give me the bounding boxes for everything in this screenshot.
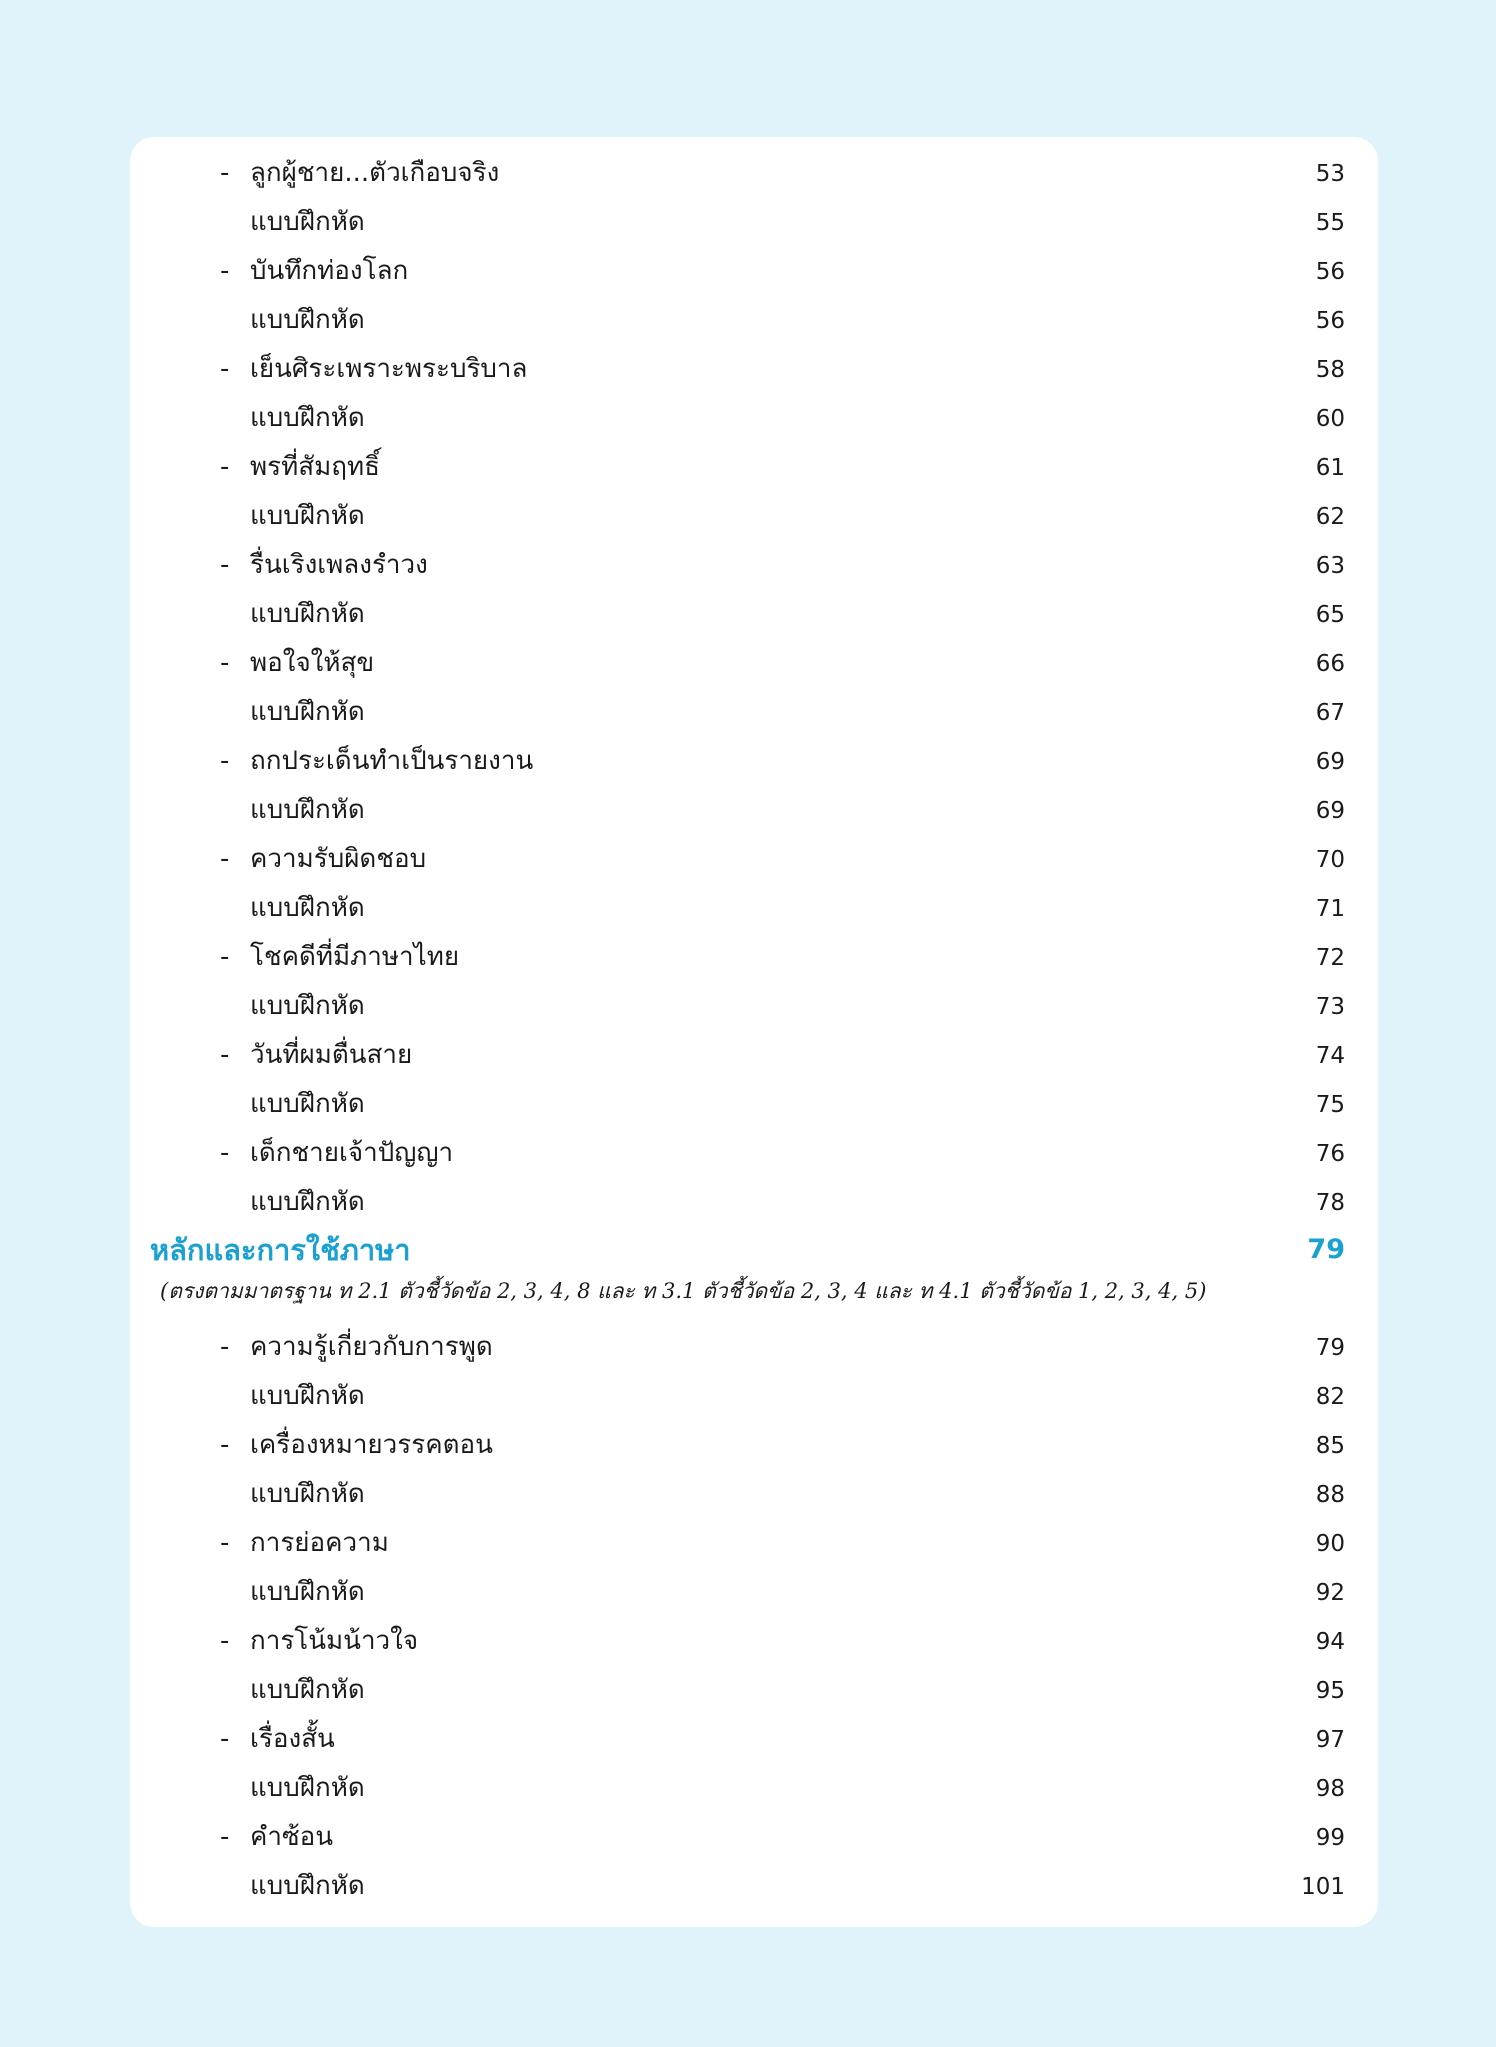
- entry-dash: -: [220, 550, 230, 580]
- entry-title: แบบฝึกหัด: [250, 795, 365, 825]
- section-title: หลักและการใช้ภาษา: [150, 1233, 411, 1267]
- entry-page-number: 99: [1315, 1825, 1345, 1851]
- toc-entry: [130, 200, 1378, 244]
- toc-entry: [130, 886, 1378, 930]
- toc-entry: [130, 249, 1378, 293]
- toc-entry: [130, 1717, 1378, 1761]
- entry-page-number: 82: [1315, 1384, 1345, 1410]
- entry-page-number: 65: [1315, 602, 1345, 628]
- entry-page-number: 94: [1315, 1629, 1345, 1655]
- entry-title: แบบฝึกหัด: [250, 207, 365, 237]
- entry-dash: -: [220, 1724, 230, 1754]
- entry-page-number: 55: [1315, 210, 1345, 236]
- entry-title: บันทึกท่องโลก: [250, 256, 409, 286]
- entry-page-number: 58: [1315, 357, 1345, 383]
- entry-title: แบบฝึกหัด: [250, 1381, 365, 1411]
- entry-title: แบบฝึกหัด: [250, 1479, 365, 1509]
- entry-title: รื่นเริงเพลงรำวง: [250, 550, 428, 580]
- entry-title: แบบฝึกหัด: [250, 403, 365, 433]
- entry-title: แบบฝึกหัด: [250, 893, 365, 923]
- entry-dash: -: [220, 354, 230, 384]
- toc-entry: [130, 1619, 1378, 1663]
- entry-title: เย็นศิระเพราะพระบริบาล: [250, 354, 528, 384]
- toc-entry: [130, 592, 1378, 636]
- toc-entry: [130, 1472, 1378, 1516]
- standards-note: (ตรงตามมาตรฐาน ท 2.1 ตัวชี้วัดข้อ 2, 3, 4, 8 และ ท 3.1 ตัวชี้วัดข้อ 2, 3, 4 และ ท 4.1 ตัวชี้วัดข้อ 1, 2, 3, 4, 5): [160, 1279, 1207, 1303]
- toc-entry: [130, 935, 1378, 979]
- entry-title: พรที่สัมฤทธิ์: [250, 452, 380, 482]
- entry-title: ความรู้เกี่ยวกับการพูด: [250, 1332, 493, 1362]
- toc-entry: [130, 690, 1378, 734]
- entry-title: การย่อความ: [250, 1528, 389, 1558]
- entry-page-number: 60: [1315, 406, 1345, 432]
- toc-entry: [130, 151, 1378, 195]
- entry-page-number: 53: [1315, 161, 1345, 187]
- entry-page-number: 78: [1315, 1190, 1345, 1216]
- entry-page-number: 97: [1315, 1727, 1345, 1753]
- entry-dash: -: [220, 1332, 230, 1362]
- entry-title: แบบฝึกหัด: [250, 305, 365, 335]
- toc-entry: [130, 1082, 1378, 1126]
- entry-page-number: 61: [1315, 455, 1345, 481]
- entry-page-number: 75: [1315, 1092, 1345, 1118]
- toc-entry: [130, 641, 1378, 685]
- section-page-number: 79: [1307, 1234, 1345, 1265]
- toc-entry: [130, 1521, 1378, 1565]
- entry-page-number: 98: [1315, 1776, 1345, 1802]
- toc-entry: [130, 494, 1378, 538]
- entry-title: แบบฝึกหัด: [250, 501, 365, 531]
- entry-page-number: 85: [1315, 1433, 1345, 1459]
- entry-dash: -: [220, 844, 230, 874]
- toc-entry: [130, 1033, 1378, 1077]
- entry-page-number: 69: [1315, 798, 1345, 824]
- entry-title: แบบฝึกหัด: [250, 599, 365, 629]
- entry-dash: -: [220, 648, 230, 678]
- entry-title: แบบฝึกหัด: [250, 991, 365, 1021]
- entry-dash: -: [220, 256, 230, 286]
- toc-entry: [130, 1180, 1378, 1224]
- entry-dash: -: [220, 942, 230, 972]
- entry-title: แบบฝึกหัด: [250, 1675, 365, 1705]
- entry-page-number: 56: [1315, 308, 1345, 334]
- entry-title: แบบฝึกหัด: [250, 1773, 365, 1803]
- toc-entry: [130, 837, 1378, 881]
- entry-page-number: 79: [1315, 1335, 1345, 1361]
- toc-entry: [130, 396, 1378, 440]
- entry-title: แบบฝึกหัด: [250, 1577, 365, 1607]
- entry-page-number: 74: [1315, 1043, 1345, 1069]
- entry-page-number: 56: [1315, 259, 1345, 285]
- toc-entry: [130, 1423, 1378, 1467]
- entry-title: ถกประเด็นทำเป็นรายงาน: [250, 746, 534, 776]
- entry-page-number: 71: [1315, 896, 1345, 922]
- entry-dash: -: [220, 1822, 230, 1852]
- entry-dash: -: [220, 452, 230, 482]
- entry-page-number: 73: [1315, 994, 1345, 1020]
- toc-entry: [130, 1325, 1378, 1369]
- entry-title: ลูกผู้ชาย...ตัวเกือบจริง: [250, 158, 500, 188]
- entry-dash: -: [220, 1626, 230, 1656]
- entry-page-number: 69: [1315, 749, 1345, 775]
- entry-page-number: 76: [1315, 1141, 1345, 1167]
- toc-entry: [130, 1766, 1378, 1810]
- entry-title: พอใจให้สุข: [250, 648, 375, 678]
- entry-title: โชคดีที่มีภาษาไทย: [250, 942, 460, 972]
- entry-page-number: 70: [1315, 847, 1345, 873]
- entry-dash: -: [220, 1430, 230, 1460]
- entry-page-number: 101: [1301, 1874, 1345, 1900]
- entry-page-number: 62: [1315, 504, 1345, 530]
- toc-entry: [130, 1131, 1378, 1175]
- entry-title: แบบฝึกหัด: [250, 1871, 365, 1901]
- toc-card: [130, 137, 1378, 1927]
- toc-entry: [130, 445, 1378, 489]
- entry-dash: -: [220, 1138, 230, 1168]
- entry-page-number: 63: [1315, 553, 1345, 579]
- toc-entry: [130, 298, 1378, 342]
- toc-entry: [130, 543, 1378, 587]
- entry-title: แบบฝึกหัด: [250, 1187, 365, 1217]
- entry-title: ความรับผิดชอบ: [250, 844, 427, 874]
- entry-title: แบบฝึกหัด: [250, 697, 365, 727]
- entry-title: คำซ้อน: [250, 1822, 334, 1852]
- entry-title: เด็กชายเจ้าปัญญา: [250, 1138, 454, 1168]
- entry-title: การโน้มน้าวใจ: [250, 1626, 419, 1656]
- entry-title: วันที่ผมตื่นสาย: [250, 1040, 413, 1070]
- toc-entry: [130, 788, 1378, 832]
- entry-page-number: 66: [1315, 651, 1345, 677]
- entry-dash: -: [220, 158, 230, 188]
- entry-title: เรื่องสั้น: [250, 1724, 335, 1754]
- entry-dash: -: [220, 746, 230, 776]
- entry-title: เครื่องหมายวรรคตอน: [250, 1430, 493, 1460]
- entry-dash: -: [220, 1528, 230, 1558]
- toc-entry: [130, 1668, 1378, 1712]
- entry-page-number: 90: [1315, 1531, 1345, 1557]
- entry-page-number: 95: [1315, 1678, 1345, 1704]
- toc-entry: [130, 1864, 1378, 1908]
- toc-entry: [130, 1570, 1378, 1614]
- entry-page-number: 67: [1315, 700, 1345, 726]
- toc-entry: [130, 984, 1378, 1028]
- entry-page-number: 72: [1315, 945, 1345, 971]
- toc-entry: [130, 739, 1378, 783]
- entry-page-number: 92: [1315, 1580, 1345, 1606]
- toc-entry: [130, 1374, 1378, 1418]
- entry-dash: -: [220, 1040, 230, 1070]
- entry-page-number: 88: [1315, 1482, 1345, 1508]
- toc-entry: [130, 1815, 1378, 1859]
- section-heading: [130, 1227, 1378, 1273]
- toc-entry: [130, 347, 1378, 391]
- entry-title: แบบฝึกหัด: [250, 1089, 365, 1119]
